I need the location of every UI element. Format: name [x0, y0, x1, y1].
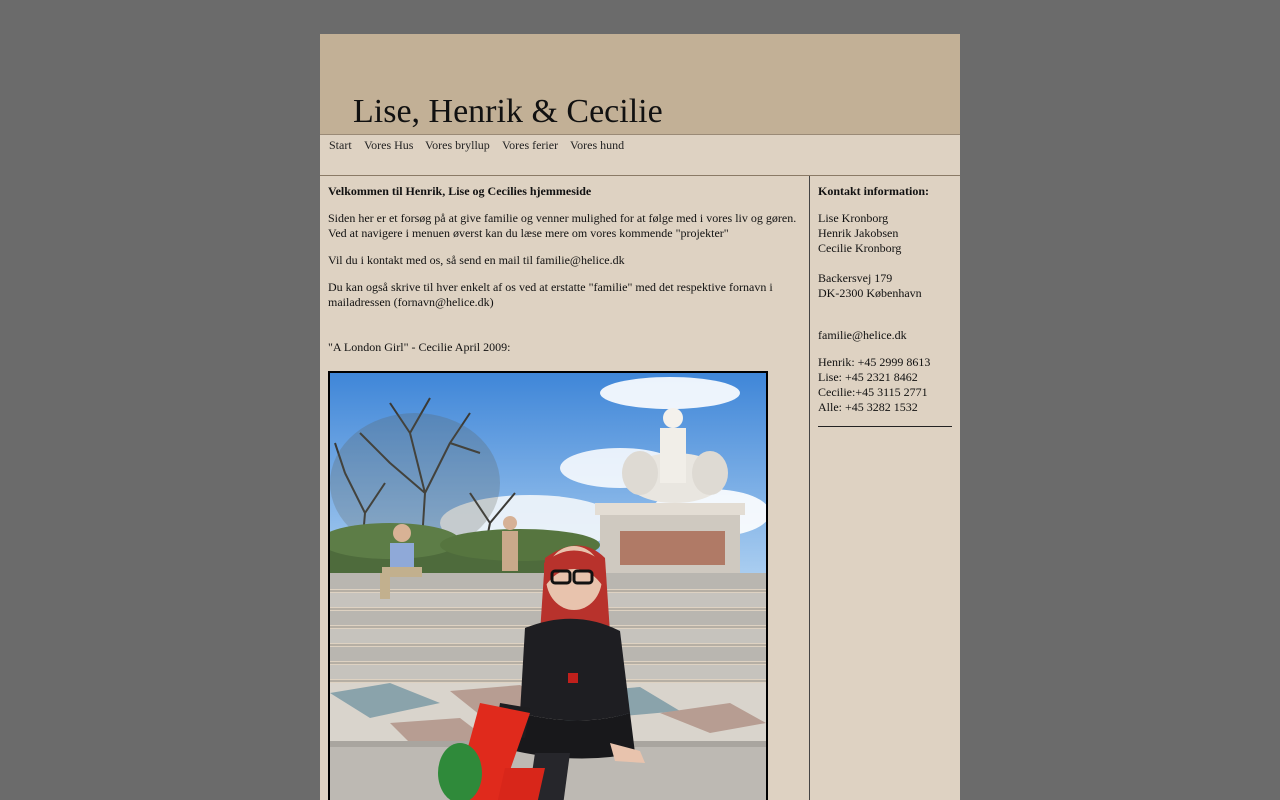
contact-email: familie@helice.dk — [818, 328, 907, 342]
site-title: Lise, Henrik & Cecilie — [353, 93, 663, 130]
phone-line: Henrik: +45 2999 8613 — [818, 355, 931, 369]
welcome-heading: Velkommen til Henrik, Lise og Cecilies hjemmeside — [328, 184, 592, 198]
main-content — [320, 176, 810, 800]
individual-mail-text-line-1: Du kan også skrive til hver enkelt af os ved at erstatte "familie" med det respektive fornavn i — [328, 280, 773, 294]
contact-name: Cecilie Kronborg — [818, 241, 902, 255]
intro-text-line-1: Siden her er et forsøg på at give familie og venner mulighed for at følge med i vores liv og gøren. — [328, 211, 797, 225]
sidebar — [810, 176, 960, 800]
london-girl-photo — [328, 371, 768, 800]
nav-item-vores-hus[interactable]: Vores Hus — [364, 138, 414, 152]
contact-heading: Kontakt information: — [818, 184, 929, 198]
phone-line: Alle: +45 3282 1532 — [818, 400, 918, 414]
nav-item-vores-ferier[interactable]: Vores ferier — [502, 138, 559, 152]
intro-text-line-2: Ved at navigere i menuen øverst kan du læse mere om vores kommende "projekter" — [328, 226, 729, 240]
address-street: Backersvej 179 — [818, 271, 893, 285]
address-city: DK-2300 København — [818, 286, 922, 300]
individual-mail-text-line-2: mailadressen (fornavn@helice.dk) — [328, 295, 494, 309]
nav-item-vores-bryllup[interactable]: Vores bryllup — [425, 138, 490, 152]
photo-caption: "A London Girl" - Cecilie April 2009: — [328, 340, 511, 354]
nav-item-start[interactable]: Start — [329, 138, 352, 152]
sidebar-divider — [818, 426, 952, 427]
nav-bar — [320, 134, 960, 176]
contact-text: Vil du i kontakt med os, så send en mail til familie@helice.dk — [328, 253, 625, 267]
contact-name: Henrik Jakobsen — [818, 226, 899, 240]
phone-line: Cecilie:+45 3115 2771 — [818, 385, 928, 399]
phone-line: Lise: +45 2321 8462 — [818, 370, 918, 384]
header-banner — [320, 34, 960, 134]
nav-item-vores-hund[interactable]: Vores hund — [570, 138, 625, 152]
page-container — [320, 34, 960, 800]
contact-name: Lise Kronborg — [818, 211, 889, 225]
